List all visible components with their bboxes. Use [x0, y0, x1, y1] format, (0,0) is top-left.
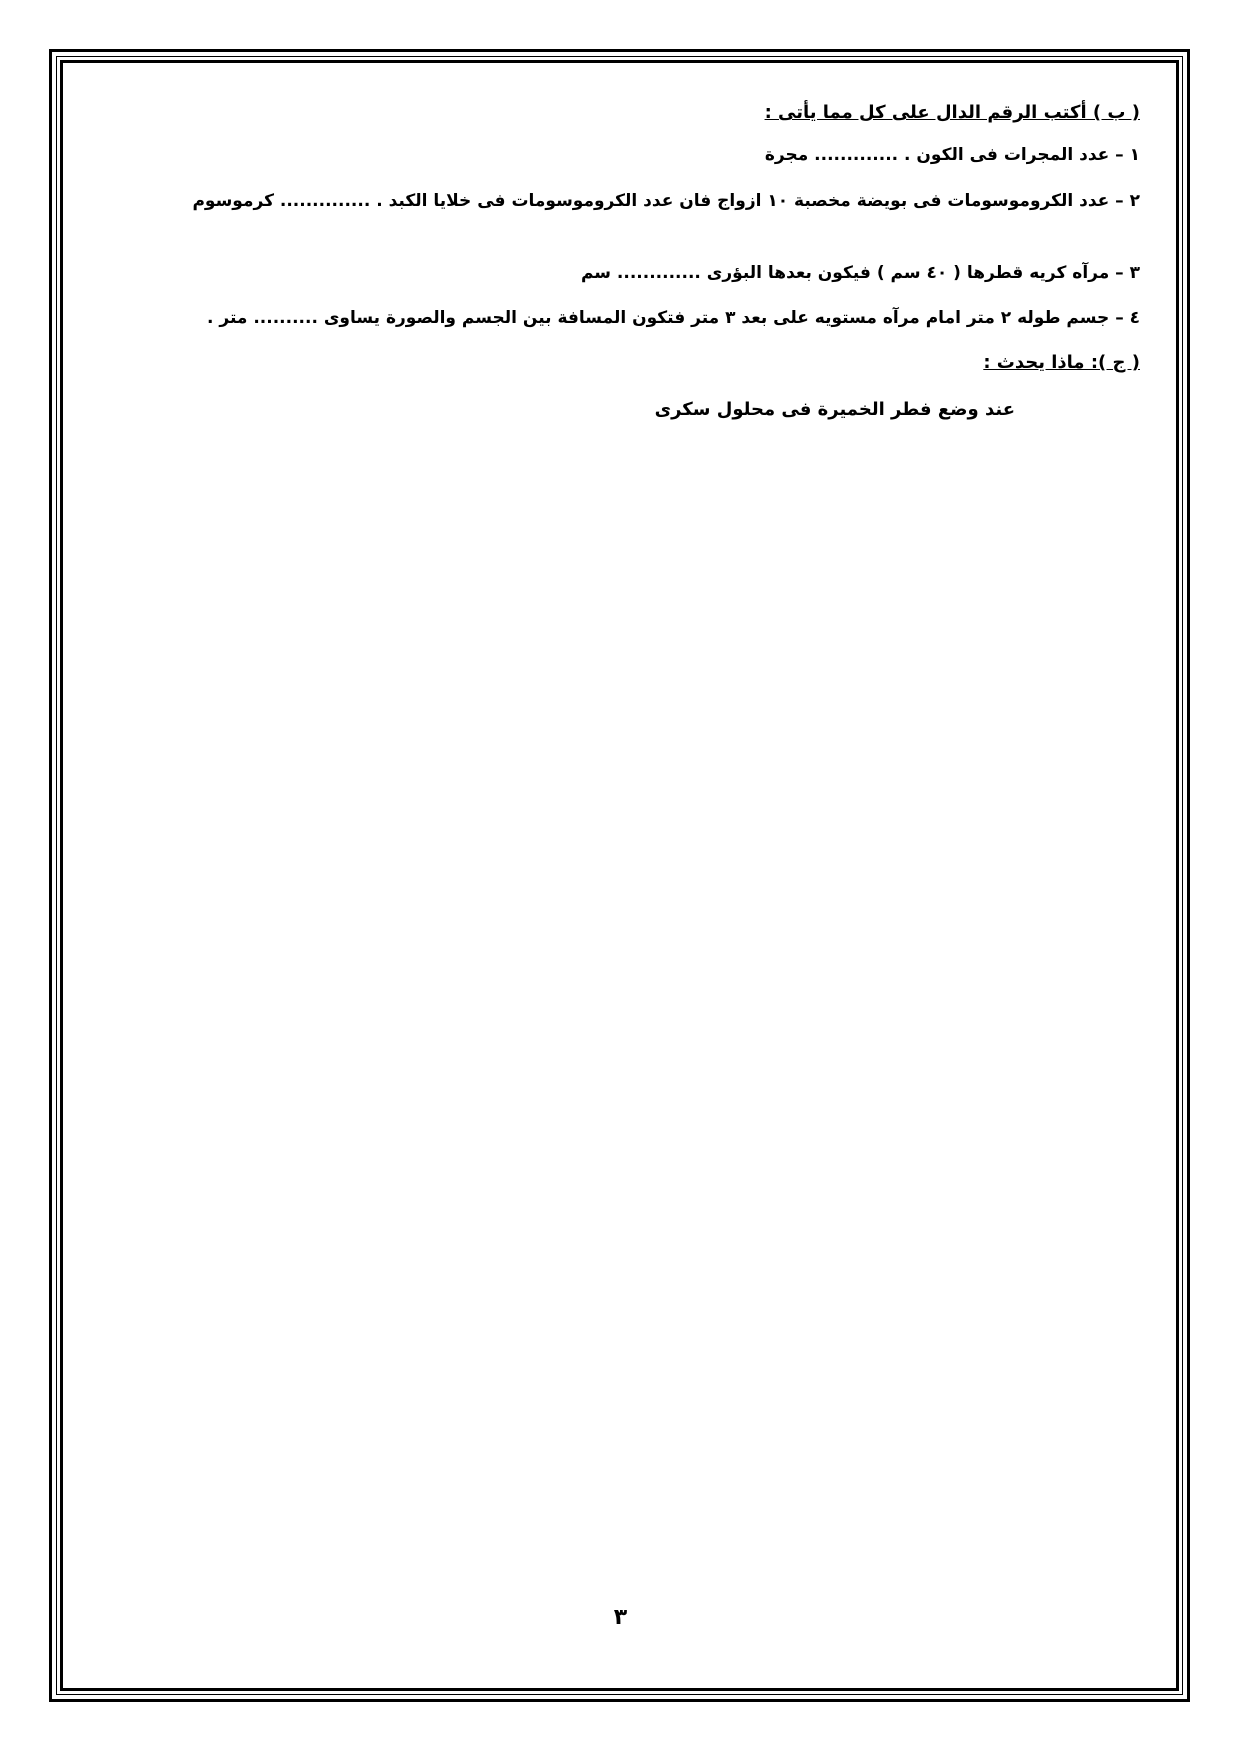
- section-b-item-3: ٣ – مرآه كريه قطرها ( ٤٠ سم ) فيكون بعدها البؤرى ............. سم: [580, 263, 1140, 283]
- section-b-item-4: ٤ – جسم طوله ٢ متر امام مرآه مستويه على بعد ٣ متر فتكون المسافة بين الجسم والصورة يساوى .......... متر .: [207, 308, 1140, 328]
- section-b-item-2: ٢ – عدد الكروموسومات فى بويضة مخصبة ١٠ ازواج فان عدد الكروموسومات فى خلايا الكبد . .............. كرموسوم: [192, 191, 1140, 211]
- section-b-item-1: ١ – عدد المجرات فى الكون . ............. مجرة: [764, 145, 1140, 165]
- section-b-heading: ( ب ) أكتب الرقم الدال على كل مما يأتى :: [764, 102, 1140, 123]
- section-c-question: عند وضع فطر الخميرة فى محلول سكرى: [654, 399, 1015, 420]
- section-c-heading: ( ج ): ماذا يحدث :: [983, 352, 1140, 373]
- page-number: ٣: [613, 1605, 628, 1630]
